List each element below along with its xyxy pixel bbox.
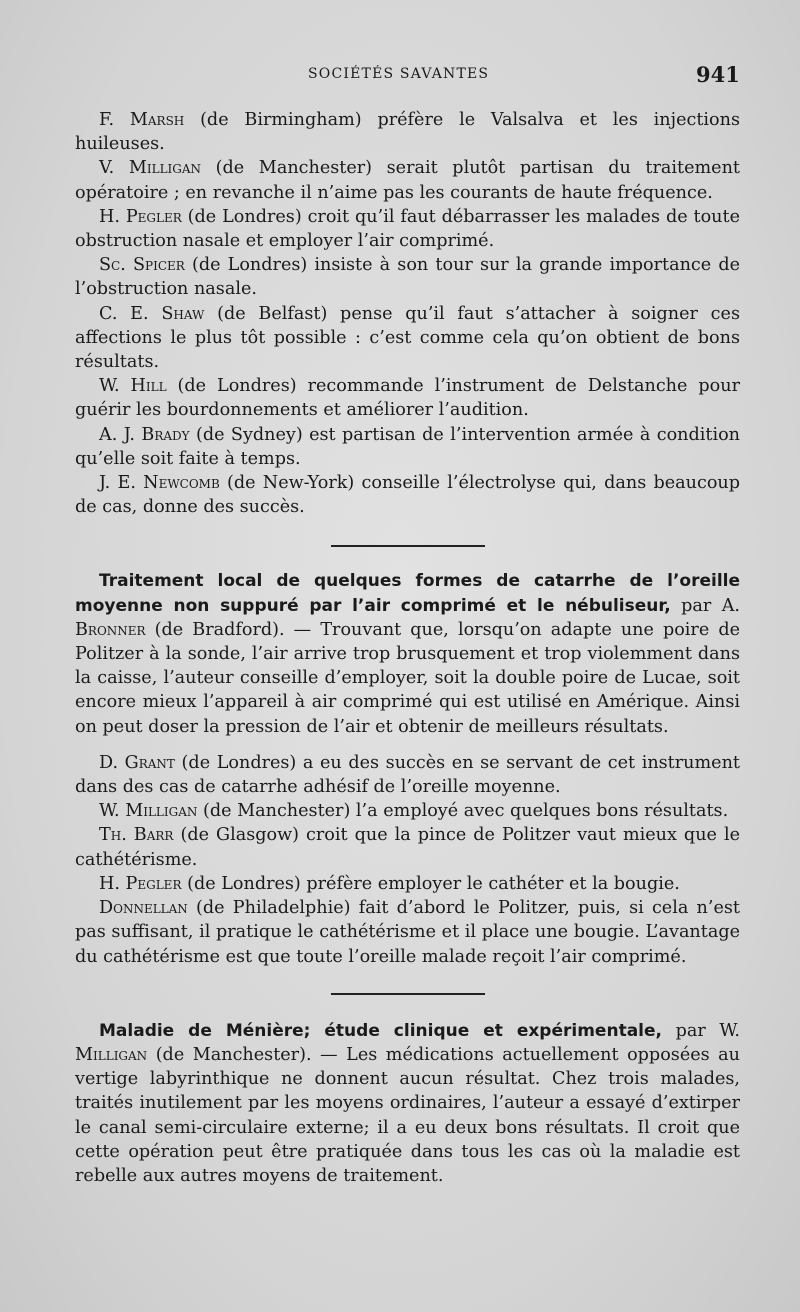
author-name: Bronner: [75, 619, 146, 640]
author-name: F. Marsh: [99, 110, 185, 130]
paragraph: H. Pegler (de Londres) croit qu’il faut débarrasser les malades de toute obstruction nasale et employer l’air comprimé.: [75, 206, 740, 252]
section-heading-paragraph: Maladie de Ménière; étude clinique et expérimentale, par W. Milligan (de Manchester). — Les médications actuellement opposées au vertige labyrinthique ne donnent aucun résultat. Chez trois malades, traités inutilement par les moyens ordinaires, l’auteur a essayé d’extirper le canal semi-circulaire externe; il a eu deux bons résultats. Il croit que cette opération peut être pratiquée dans tous les cas où la maladie est rebelle aux autres moyens de traitement.: [75, 1020, 740, 1186]
section-divider: [331, 993, 485, 995]
running-title: SOCIÉTÉS SAVANTES: [308, 66, 490, 82]
paragraph: C. E. Shaw (de Belfast) pense qu’il faut s’attacher à soigner ces affections le plus tôt possible : c’est comme cela qu’on obtient de bons résultats.: [75, 303, 740, 373]
section-divider: [331, 545, 485, 547]
author-name: V. Milligan: [99, 158, 202, 179]
author-name: Donnellan: [99, 898, 188, 919]
spacer: [75, 739, 740, 751]
author-name: H. Pegler: [99, 873, 182, 894]
author-name: Th. Barr: [99, 825, 174, 846]
paragraph: D. Grant (de Londres) a eu des succès en se servant de cet instrument dans des cas de catarrhe adhésif de l’oreille moyenne.: [75, 752, 740, 798]
paragraph: Donnellan (de Philadelphie) fait d’abord le Politzer, puis, si cela n’est pas suffisant, il pratique le cathétérisme et il place une bougie. L’avantage du cathétérisme est que toute l’oreille malade reçoit l’air comprimé.: [75, 898, 740, 967]
author-name: W. Milligan: [99, 801, 198, 822]
paragraph: Th. Barr (de Glasgow) croit que la pince de Politzer vaut mieux que le cathétérisme.: [75, 825, 740, 870]
paragraph: V. Milligan (de Manchester) serait plutôt partisan du traitement opératoire ; en revanche il n’aime pas les courants de haute fréquence.: [75, 158, 740, 203]
page-number: 941: [696, 62, 740, 87]
author-name: C. E. Shaw: [99, 303, 205, 324]
paragraph: H. Pegler (de Londres) préfère employer le cathéter et la bougie.: [99, 873, 680, 894]
page-header: [0, 62, 800, 86]
author-name: J. E. Newcomb: [99, 473, 220, 494]
paragraph: W. Hill (de Londres) recommande l’instrument de Delstanche pour guérir les bourdonnements et améliorer l’audition.: [75, 376, 740, 421]
paragraph: F. Marsh (de Birmingham) préfère le Valsalva et les injections huileuses.: [75, 110, 740, 155]
paragraph: Sc. Spicer (de Londres) insiste à son tour sur la grande importance de l’obstruction nasale.: [75, 255, 740, 300]
author-name: A. J. Brady: [99, 424, 190, 445]
paragraph: W. Milligan (de Manchester) l’a employé avec quelques bons résultats.: [99, 801, 729, 822]
author-name: Milligan: [75, 1044, 148, 1065]
section-heading-paragraph: Traitement local de quelques formes de catarrhe de l’oreille moyenne non suppuré par l’air comprimé et le nébuliseur, par A. Bronner (de Bradford). — Trouvant que, lorsqu’on adapte une poire de Politzer à la sonde, l’air arrive trop brusquement et trop violemment dans la caisse, l’auteur conseille d’employer, soit la double poire de Lucae, soit encore mieux l’appareil à air comprimé qui est utilisé en Amérique. Ainsi on peut doser la pression de l’air et obtenir de meilleurs résultats.: [75, 571, 740, 737]
section-title: Traitement local de quelques formes de catarrhe de l’oreille moyenne non suppuré par l’air comprimé et le nébuliseur,: [75, 571, 740, 616]
section-title: Maladie de Ménière; étude clinique et expérimentale,: [99, 1020, 662, 1041]
author-name: H. Pegler: [99, 206, 182, 227]
paragraph: J. E. Newcomb (de New-York) conseille l’électrolyse qui, dans beaucoup de cas, donne des succès.: [75, 473, 741, 518]
author-name: Sc. Spicer: [99, 255, 185, 276]
author-name: W. Hill: [99, 376, 167, 397]
paragraph: A. J. Brady (de Sydney) est partisan de l’intervention armée à condition qu’elle soit faite à temps.: [75, 424, 740, 469]
body-text: [75, 108, 740, 1188]
author-name: D. Grant: [99, 752, 175, 773]
